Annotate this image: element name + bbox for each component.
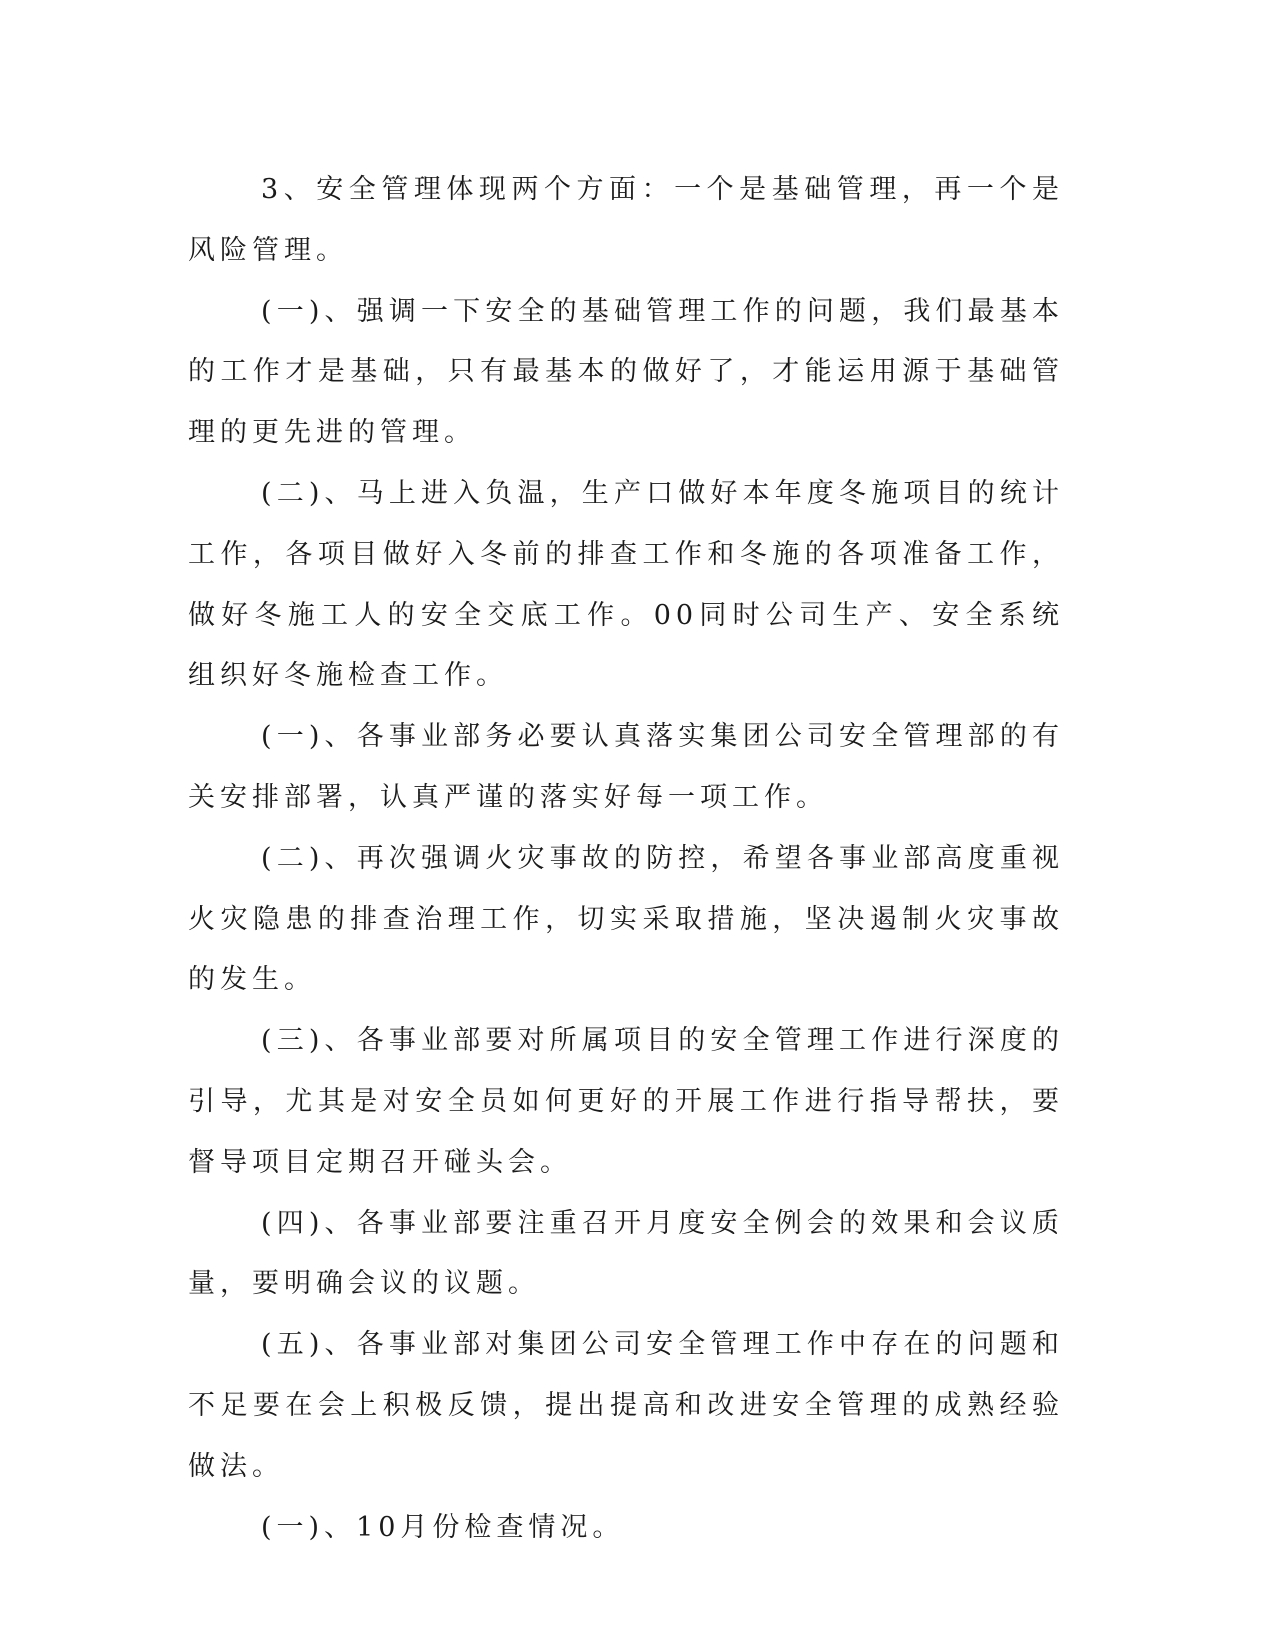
paragraph-5: (二)、再次强调火灾事故的防控，希望各事业部高度重视火灾隐患的排查治理工作，切实采取措施，坚决遏制火灾事故的发生。 — [188, 842, 1064, 996]
paragraph-2: (一)、强调一下安全的基础管理工作的问题，我们最基本的工作才是基础，只有最基本的做好了，才能运用源于基础管理的更先进的管理。 — [188, 295, 1064, 449]
paragraph-6: (三)、各事业部要对所属项目的安全管理工作进行深度的引导，尤其是对安全员如何更好的开展工作进行指导帮扶，要督导项目定期召开碰头会。 — [188, 1025, 1064, 1178]
paragraph-8: (五)、各事业部对集团公司安全管理工作中存在的问题和不足要在会上积极反馈，提出提高和改进安全管理的成熟经验做法。 — [188, 1329, 1064, 1482]
document-body — [188, 160, 1064, 1558]
paragraph-3: (二)、马上进入负温，生产口做好本年度冬施项目的统计工作，各项目做好入冬前的排查工作和冬施的各项准备工作，做好冬施工人的安全交底工作。00同时公司生产、安全系统组织好冬施检查工作。 — [188, 477, 1064, 692]
paragraph-7: (四)、各事业部要注重召开月度安全例会的效果和会议质量，要明确会议的议题。 — [188, 1207, 1064, 1300]
paragraph-4: (一)、各事业部务必要认真落实集团公司安全管理部的有关安排部署，认真严谨的落实好每一项工作。 — [188, 721, 1064, 813]
paragraph-9: (一)、10月份检查情况。 — [261, 1511, 625, 1543]
paragraph-1: 3、安全管理体现两个方面：一个是基础管理，再一个是风险管理。 — [188, 174, 1064, 266]
